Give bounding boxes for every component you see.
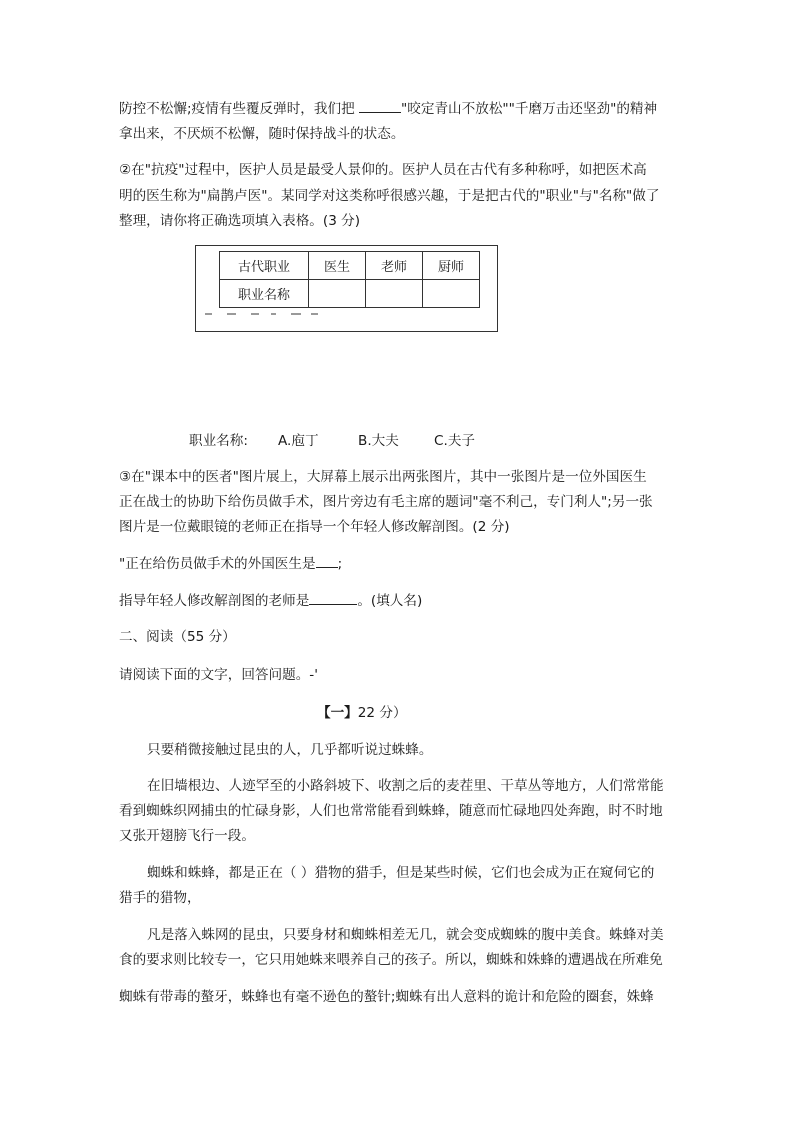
choice-c: C.夫子 xyxy=(434,433,476,449)
text-segment: "咬定青山不放松""千磨万击还坚劲"的精神 xyxy=(401,101,658,117)
question-end: 。(填人名) xyxy=(357,593,423,609)
reading-instruction: 请阅读下面的文字，回答问题。-' xyxy=(119,667,318,683)
subsection-bracket: 【一】 xyxy=(317,705,358,721)
reading-paragraph-4-line-1: 凡是落入蛛网的昆虫，只要身材和蜘蛛相差无几，就会变成蜘蛛的腹中美食。蛛蜂对美 xyxy=(147,927,664,943)
choices-label: 职业名称: xyxy=(189,433,248,449)
empty-answer-cell xyxy=(366,280,423,308)
reading-paragraph-3-line-2: 猎手的猎物， xyxy=(119,890,201,906)
paragraph-2-line-1: ②在"抗疫"过程中，医护人员是最受人景仰的。医护人员在古代有多种称呼，如把医术高 xyxy=(119,162,647,178)
paragraph-3-line-2: 正在战士的协助下给伤员做手术，图片旁边有毛主席的题词"毫不利己，专门利人";另一张 xyxy=(119,494,653,510)
occupation-table xyxy=(219,251,480,308)
table-row xyxy=(220,252,480,280)
subsection-heading xyxy=(317,704,407,722)
table-cell: 老师 xyxy=(366,252,423,280)
text-segment: 防控不松懈;疫情有些覆反弹时，我们把 xyxy=(119,101,359,117)
choice-b: B.大夫 xyxy=(358,433,399,449)
reading-paragraph-3-line-1: 蜘蛛和蛛蜂，都是正在（ ）猎物的猎手，但是某些时候，它们也会成为正在窥伺它的 xyxy=(147,865,655,881)
question-text: "正在给伤员做手术的外国医生是 xyxy=(119,556,316,572)
empty-answer-cell xyxy=(309,280,366,308)
table-row xyxy=(220,280,480,308)
paragraph-2-line-3: 整理，请你将正确选项填入表格。(3 分) xyxy=(119,213,361,229)
section-heading: 二、阅读（55 分） xyxy=(119,629,236,645)
paragraph-3-line-3: 图片是一位戴眼镜的老师正在指导一个年轻人修改解剖图。(2 分) xyxy=(119,519,510,535)
empty-answer-cell xyxy=(423,280,480,308)
fill-in-blank xyxy=(359,100,401,113)
scan-artifact xyxy=(205,313,320,317)
reading-paragraph-4-line-2: 食的要求则比较专一，它只用她蛛来喂养自己的孩子。所以，蜘蛛和姝蜂的遭遇战在所难免 xyxy=(119,952,663,968)
question-1 xyxy=(119,555,342,573)
paragraph-1-line-2: 拿出来，不厌烦不松懈，随时保持战斗的状态。 xyxy=(119,126,405,142)
reading-paragraph-2-line-3: 又张开翅膀飞行一段。 xyxy=(119,828,255,844)
table-cell: 职业名称 xyxy=(220,280,309,308)
reading-paragraph-1: 只要稍微接触过昆虫的人，几乎都听说过蛛蜂。 xyxy=(147,742,433,758)
subsection-score: 22 分） xyxy=(357,705,407,721)
question-text: 指导年轻人修改解剖图的老师是 xyxy=(119,593,310,609)
reading-paragraph-4-line-3: 蜘蛛有带毒的螯牙，蛛蜂也有毫不逊色的螯针;蜘蛛有出人意料的诡计和危险的圈套，姝蜂 xyxy=(119,989,654,1005)
table-cell: 医生 xyxy=(309,252,366,280)
question-2 xyxy=(119,592,422,610)
reading-paragraph-2-line-1: 在旧墙根边、人迹罕至的小路斜坡下、收割之后的麦茬里、干草丛等地方，人们常常能 xyxy=(147,778,664,794)
paragraph-1-line-1 xyxy=(119,100,657,118)
paragraph-2-line-2: 明的医生称为"扁鹊卢医"。某同学对这类称呼很感兴趣，于是把古代的"职业"与"名称"做了 xyxy=(119,188,660,204)
table-cell: 古代职业 xyxy=(220,252,309,280)
reading-paragraph-2-line-2: 看到蜘蛛织网捕虫的忙碌身影，人们也常常能看到蛛蜂，随意而忙碌地四处奔跑，时不时地 xyxy=(119,803,663,819)
fill-in-blank xyxy=(316,555,338,568)
question-end: ; xyxy=(337,556,343,572)
fill-in-blank xyxy=(309,592,357,605)
paragraph-3-line-1: ③在"课本中的医者"图片展上，大屏幕上展示出两张图片，其中一张图片是一位外国医生 xyxy=(119,469,647,485)
choice-a: A.庖丁 xyxy=(278,433,319,449)
table-cell: 厨师 xyxy=(423,252,480,280)
